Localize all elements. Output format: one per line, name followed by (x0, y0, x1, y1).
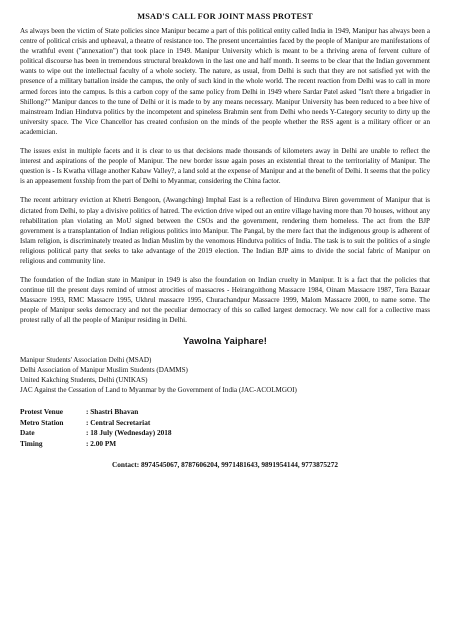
organization-msad: Manipur Students' Association Delhi (MSAD) (20, 355, 152, 364)
metro-value: : Central Secretariat (86, 417, 151, 427)
venue-label: Protest Venue (20, 406, 64, 416)
document-title: MSAD'S CALL FOR JOINT MASS PROTEST (137, 12, 313, 21)
venue-row (20, 407, 430, 418)
paragraph-eviction: The recent arbitrary eviction at Khetri Bengoon, (Awangching) Imphal East is a reflection of Hindutva Biren government of Manipur that is dictated from Delhi, to play a divisive politics of hatred. The eviction drive wiped out an entire village having more than 70 houses, without any rehabilitation plan violating an MoU signed between the CSOs and the government, rendering them homeless. The act from the BJP government is a transplantation of Indian religious politics into Manipur. The Pangal, by the mere fact that the indigenous group is adherent of Islam religion, is discriminately treated as Indian Muslim by the venomous Hindutva politics of India. The task is to suit the politics of a single religious political party that seeks to take advantage of the 2019 election. The Indian BJP aims to divide the social fabric of Manipur on religious and community line. (20, 196, 430, 265)
organizations-list (20, 355, 430, 395)
date-row (20, 428, 430, 439)
timing-value: : 2.00 PM (86, 438, 117, 448)
organization-damms: Delhi Association of Manipur Muslim Students (DAMMS) (20, 365, 188, 374)
date-value: : 18 July (Wednesday) 2018 (86, 428, 172, 438)
contact-numbers: Contact: 8974545067, 8787606204, 9971481643, 9891954144, 9773875272 (112, 460, 338, 470)
event-details (20, 407, 430, 449)
paragraph-manipur-university: As always been the victim of State policies since Manipur became a part of this political entity called India in 1949, Manipur has always been a centre of political crisis and upheaval, a theatre of resistance too. The present uncertainties faced by the people of Manipur are manifestations of the wrathful event ("annexation") that took place in 1949. Manipur University which is meant to be a thriving arena of fervent culture of political discourse has been in tremendous structural breakdown in the last one and half month. It seems to be clear that the Indian government wants to wipe out the intellectual faculty of a whole society. The nature, as usual, from Delhi is such that they are not satisfied yet with the presence of a military battalion inside the campus, the only of such kind in the whole world. The recent reaction from Delhi was to call in more armed forces into the campus. Is this a carbon copy of the same policy from Delhi in 1949 where Sardar Patel asked "Isn't there a brigadier in Shillong?" Manipur dances to the tune of Delhi or it is made to by any means necessary. Manipur University has been reduced to a bee hive of mainstream Indian Hindutva politics by the incompetent and spineless Brahmin sent from Delhi who needs Y-Category security to dirty up the university space. The Vice Chancellor has created confusion on the minds of the people whether the RSS agent is a military officer or an academician. (20, 27, 430, 136)
organization-jac: JAC Against the Cessation of Land to Myanmar by the Government of India (JAC-ACOLMGOI) (20, 385, 297, 394)
timing-label: Timing (20, 438, 43, 448)
organization-unikas: United Kakching Students, Delhi (UNIKAS) (20, 375, 148, 384)
paragraph-border-issue: The issues exist in multiple facets and it is clear to us that decisions made thousands of kilometers away in Delhi are unable to reflect the interest and aspirations of the people of Manipur. The new border issue again poses an existential threat to the territoriality of Manipur. The question is - Is Kwatha village another Kabaw Valley?, a land sold at the expense of Manipur and at the benefit of Delhi. It seems that the policy is an appeasement foxship from the part of Delhi to Myanmar, considering the China factor. (20, 147, 430, 186)
venue-value: : Shastri Bhavan (86, 406, 139, 416)
paragraph-massacres: The foundation of the Indian state in Manipur in 1949 is also the foundation on Indian cruelty in Manipur. It is a fact that the policies that continue till the present days remind of utmost atrocities of massacres - Heirangoithong Massacre 1984, Oinam Massacre 1987, Tera Bazaar Massacre 1993, RMC Massacre 1995, Ukhrul massacre 1995, Churachandpur Massacre 1999, Malom Massacre 2000, to name some. The people of Manipur seeks democracy and not the peculiar democracy of this so called largest democracy. We now call for a collective mass protest rally of all the people of Manipur residing in Delhi. (20, 276, 430, 325)
slogan: Yawolna Yaiphare! (183, 334, 267, 346)
date-label: Date (20, 428, 35, 438)
timing-row (20, 439, 430, 450)
metro-label: Metro Station (20, 417, 64, 427)
metro-row (20, 418, 430, 429)
